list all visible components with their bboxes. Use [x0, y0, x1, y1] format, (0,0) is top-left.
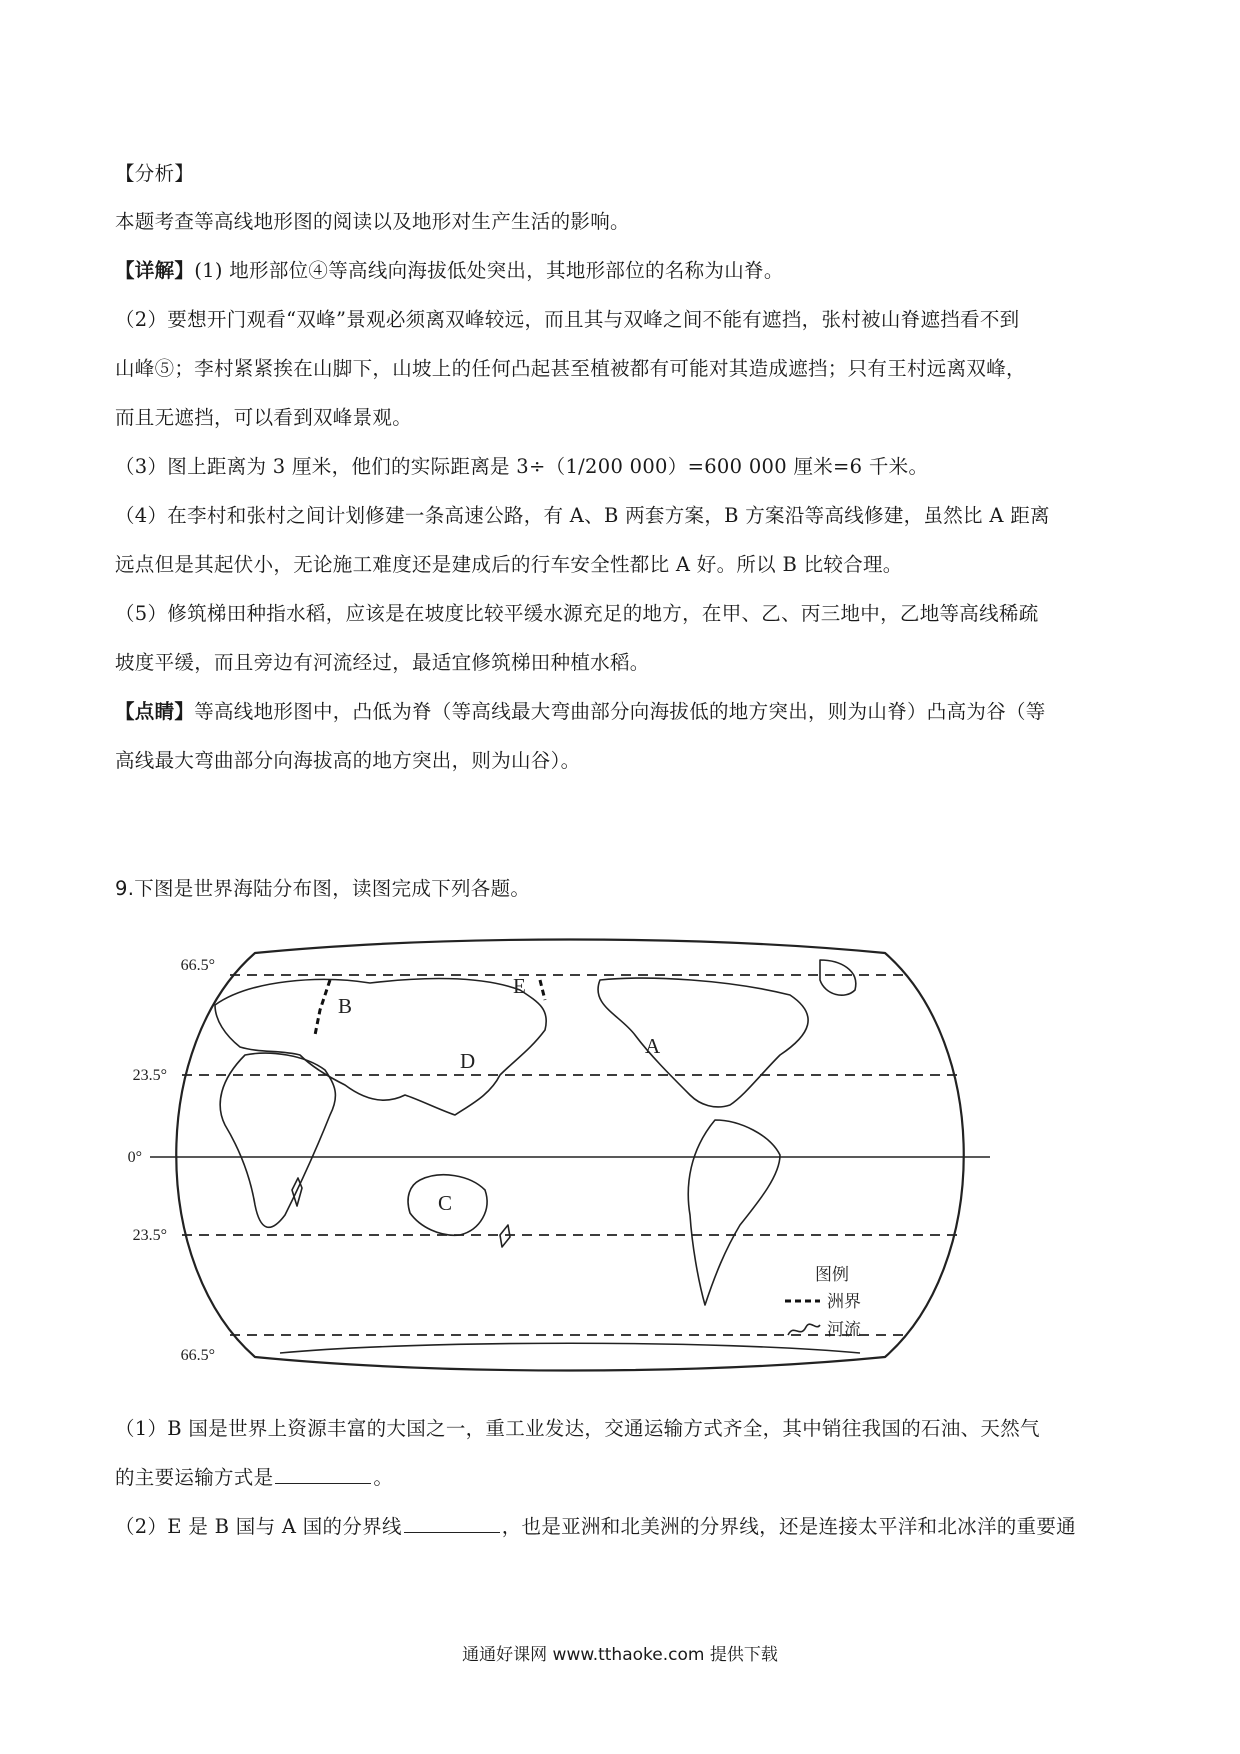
q2-text-pre: （2）E 是 B 国与 A 国的分界线	[115, 1515, 402, 1538]
detail-paragraph-2-line-2: 山峰⑤；李村紧紧挨在山脚下，山坡上的任何凸起甚至植被都有可能对其造成遮挡；只有王村远离双峰，	[115, 357, 1026, 380]
new-zealand-outline	[500, 1225, 510, 1247]
question-9-part-2-line-1	[115, 1513, 1076, 1541]
tip-paragraph-line-2: 高线最大弯曲部分向海拔高的地方突出，则为山谷）。	[115, 749, 581, 772]
question-9-stem: 9.下图是世界海陆分布图，读图完成下列各题。	[115, 877, 531, 900]
detail-paragraph-4-line-2: 远点但是其起伏小，无论施工难度还是建成后的行车安全性都比 A 好。所以 B 比较合理。	[115, 553, 903, 576]
region-label-b: B	[338, 994, 353, 1018]
legend-title: 图例	[815, 1265, 849, 1285]
detail-paragraph-1	[115, 257, 784, 285]
question-9-part-1-line-1: （1）B 国是世界上资源丰富的大国之一，重工业发达，交通运输方式齐全，其中销往我国的石油、天然气	[115, 1417, 1040, 1440]
lat-label-66s: 66.5°	[180, 1347, 215, 1364]
legend-river-symbol	[788, 1324, 820, 1335]
tip-paragraph-line-1	[115, 698, 1046, 726]
greenland-outline	[820, 960, 856, 995]
region-label-e: E	[513, 974, 526, 998]
region-label-d: D	[460, 1049, 476, 1073]
region-label-c: C	[438, 1191, 453, 1215]
tip-label: 【点睛】	[115, 700, 195, 723]
antarctica-outline	[280, 1343, 860, 1353]
detail-paragraph-3: （3）图上距离为 3 厘米，他们的实际距离是 3÷（1/200 000）=600 000 厘米=6 千米。	[115, 455, 929, 478]
legend-boundary-label: 洲界	[827, 1292, 861, 1312]
q1-answer-blank[interactable]	[275, 1465, 371, 1484]
analysis-intro: 本题考查等高线地形图的阅读以及地形对生产生活的影响。	[115, 210, 630, 233]
lat-label-66n: 66.5°	[180, 957, 215, 974]
detail-label: 【详解】	[115, 259, 195, 282]
detail-paragraph-5-line-1: （5）修筑梯田种指水稻，应该是在坡度比较平缓水源充足的地方，在甲、乙、丙三地中，乙地等高线稀疏	[115, 602, 1039, 625]
eurasia-outline	[215, 979, 546, 1115]
q1-text-post: 。	[373, 1466, 394, 1489]
page-footer: 通通好课网 www.tthaoke.com 提供下载	[462, 1645, 778, 1665]
south-america-outline	[688, 1120, 780, 1305]
legend-river-label: 河流	[827, 1320, 861, 1340]
lat-label-equator: 0°	[127, 1149, 142, 1166]
detail-paragraph-5-line-2: 坡度平缓，而且旁边有河流经过，最适宜修筑梯田种植水稻。	[115, 651, 650, 674]
question-9-part-1-line-2	[115, 1464, 393, 1492]
lat-label-23n: 23.5°	[132, 1067, 167, 1084]
detail-text-1: (1) 地形部位④等高线向海拔低处突出，其地形部位的名称为山脊。	[194, 259, 784, 282]
q2-text-post: ，也是亚洲和北美洲的分界线，还是连接太平洋和北冰洋的重要通	[501, 1515, 1076, 1538]
tip-text-1: 等高线地形图中，凸低为脊（等高线最大弯曲部分向海拔低的地方突出，则为山脊）凸高为谷（等	[194, 700, 1046, 723]
detail-paragraph-2-line-1: （2）要想开门观看“双峰”景观必须离双峰较远，而且其与双峰之间不能有遮挡，张村被山脊遮挡看不到	[115, 308, 1020, 331]
africa-outline	[220, 1053, 335, 1227]
detail-paragraph-2-line-3: 而且无遮挡，可以看到双峰景观。	[115, 406, 413, 429]
detail-paragraph-4-line-1: （4）在李村和张村之间计划修建一条高速公路，有 A、B 两套方案，B 方案沿等高线修建，虽然比 A 距离	[115, 504, 1050, 527]
q2-answer-blank[interactable]	[404, 1514, 500, 1533]
region-label-a: A	[645, 1034, 661, 1058]
lat-label-23s: 23.5°	[132, 1227, 167, 1244]
analysis-heading: 【分析】	[115, 162, 195, 185]
north-america-outline	[598, 978, 808, 1107]
q1-text-pre: 的主要运输方式是	[115, 1466, 274, 1489]
world-map	[120, 935, 1020, 1375]
